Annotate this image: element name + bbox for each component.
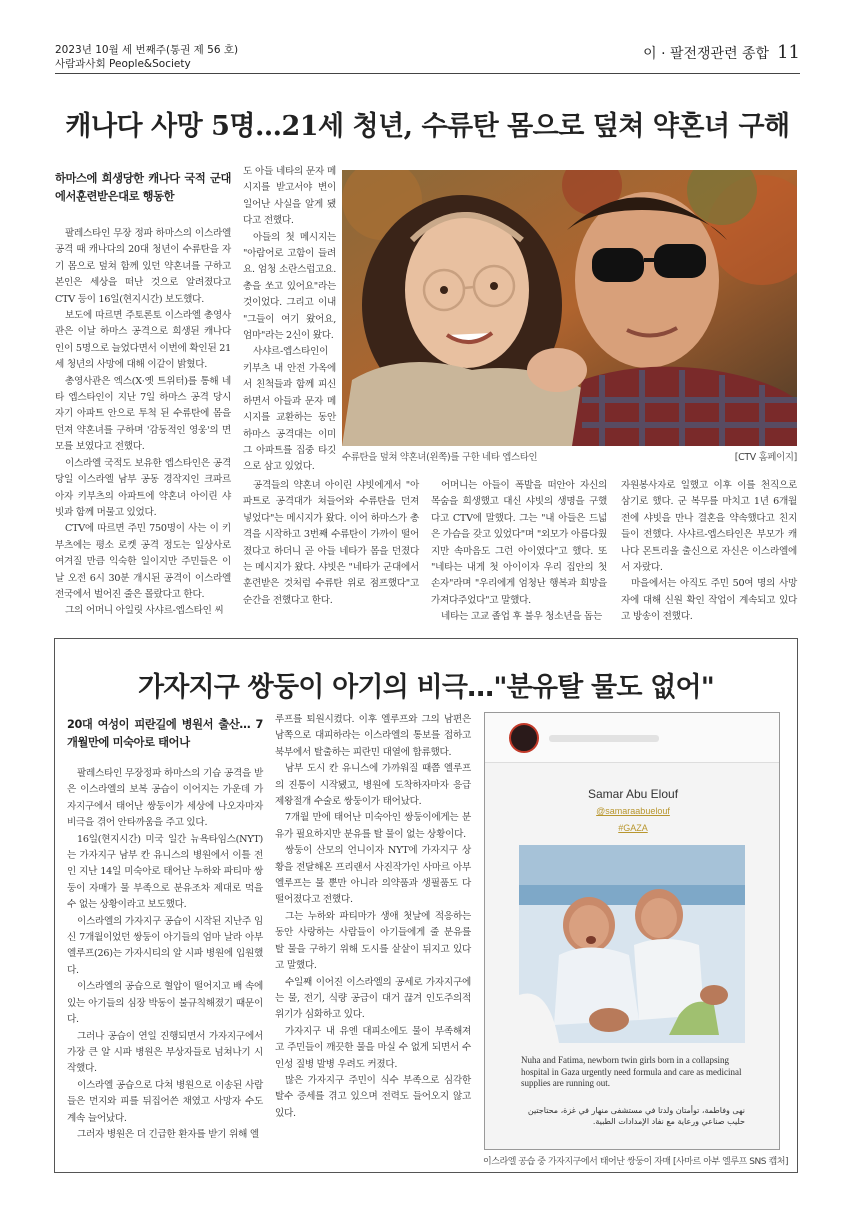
paragraph: 공격들의 약혼녀 아이린 샤빗에게서 "아파트로 공격대가 쳐들어와 수류탄을 던져 넣었다"는 메시지가 왔다. 이어 하마스가 총격을 시작하고 3번째 수류탄이 가까이 떨어졌다고 하더니 곧 아들 네타가 몸을 던졌다는 메시지가 왔다. 샤빗은 "네타가 군대에서 훈련받은 것처럼 수류탄 위로 점프했다"고 순간을 전했다고 한다. [243,480,419,606]
paragraph: 7개월 만에 태어난 미숙아인 쌍둥이에게는 분유가 필요하지만 분유를 탈 물이 없는 상황이다. [275,812,471,840]
paragraph: 이스라엘의 가자지구 공습이 시작된 지난주 임신 7개월이었던 쌍둥이 아기들의 엄마 날라 아부 엘루프(26)는 가자시티의 알 시파 병원에 입원했다. [67,915,263,976]
paragraph: 보도에 따르면 주토론토 이스라엘 총영사관은 이날 하마스 공격으로 희생된 캐나다인이 5명으로 늘었다면서 이번에 확인된 21세 청년의 사망에 대해 이같이 밝혔다. [55,310,231,371]
post-hashtag: #GAZA [618,823,648,833]
paragraph: 쌍둥이 산모의 언니이자 NYT에 가자지구 상황을 전달해온 프리랜서 사진작가인 사마르 아부 엘루프는 물 뿐만 아니라 의약품과 생필품도 다 떨어졌다고 전했다. [275,845,471,906]
couple-photo [342,170,797,446]
article2-subheading: 20대 여성이 피란길에 병원서 출산… 7개월만에 미숙아로 태어나 [67,718,263,749]
paragraph: 이스라엘의 공습으로 혈압이 떨어지고 배 속에 있는 아기들의 심장 박동이 불규칙해졌기 때문이다. [67,981,263,1026]
paragraph: 16일(현지시간) 미국 일간 뉴욕타임스(NYT)는 가자지구 남부 칸 유니스의 병원에서 이틀 전인 지난 14일 미숙아로 태어난 누하와 파티마 쌍둥이 자매가 물 부족으로 분유조차 제대로 먹을 수 없는 상황이라고 보도했다. [67,833,263,911]
article1-column-4 [621,478,797,626]
sns-post-screenshot [484,712,780,1150]
paragraph: 루프를 퇴원시켰다. 이후 엘루프와 그의 남편은 남쪽으로 대피하라는 이스라엘의 통보를 접하고 북부에서 탈출하는 피란민 대열에 합류했다. [275,714,471,758]
couple-photo-illustration [342,170,797,446]
photo1-caption [342,449,797,463]
page-header [55,40,800,74]
paragraph: 많은 가자지구 주민이 식수 부족으로 심각한 탈수 증세를 겪고 있으며 전력도 들어오지 않고 있다. [275,1074,471,1119]
paragraph: 도 아들 네타의 문자 메시지를 받고서야 변이 일어난 사실을 알게 됐다고 전했다. [243,166,336,227]
article2-column-2 [275,712,471,1122]
page-number: 11 [777,42,800,63]
post-author: Samar Abu Elouf [587,787,679,801]
paragraph: 남부 도시 칸 유니스에 가까워질 때쯤 엘루프의 진통이 시작됐고, 병원에 도착하자마자 응급 제왕절개 수술로 쌍둥이가 태어났다. [275,763,471,808]
avatar [509,723,539,753]
post-caption-arabic: نهى وفاطمة، توأمتان ولدتا في مستشفى منهار في غزة، محتاجتين حليب صناعي ورعاية مع نفاد الإمدادات الطبية. [527,1106,745,1126]
paragraph: CTV에 따르면 주민 750명이 사는 이 키부츠에는 평소 로켓 공격 정도는 일상사로 여겨질 만큼 익숙한 일이지만 주민들은 이날 오전 6시 30분 개시된 공격이 이스라엘 전국에서 벌어진 줄은 몰랐다고 한다. [55,523,231,600]
paragraph: 그의 어머니 아일릿 사샤르-엡스타인 씨 [65,605,224,617]
paragraph: 가자지구 내 유엔 대피소에도 물이 부족해져 고 주민들이 깨끗한 물을 마실 수 없게 되면서 수인성 질병 발병 우려도 커졌다. [275,1025,471,1070]
paragraph: 네타는 고교 졸업 후 불우 청소년을 돕는 [441,611,603,623]
article2-column-1 [67,716,263,1143]
paragraph: 어머니는 아들이 폭발을 떠안아 자신의 목숨을 희생했고 대신 샤빗의 생명을 구했다고 CTV에 말했다. 그는 "내 아들은 드넓은 가슴을 갖고 있었다"며 "외모가 아름다웠지만 속마음도 그런 아이였다"고 했다. 또 "네타는 내게 첫 아이이자 우리 집안의 첫 손자"라며 "우리에게 엄청난 행복과 희망을 가져다주었다"고 말했다. [431,480,607,606]
paragraph: 팔레스타인 무장정파 하마스의 기습 공격을 받은 이스라엘의 보복 공습이 이어지는 가운데 가자지구에서 태어난 쌍둥이가 세상에 나오자마자 비극을 겪어 안타까움을 주고 있다. [67,768,263,829]
paragraph: 수일째 이어진 이스라엘의 공세로 가자지구에는 물, 전기, 식량 공급이 대거 끊겨 인도주의적 위기가 심화하고 있다. [275,976,471,1021]
paragraph: 아들의 첫 메시지는 "아람어로 고함이 들려요. 엄청 소란스럽고요. 총을 쏘고 있어요"라는 것이었다. 그리고 이내 "그들이 여기 왔어요, 엄마"라는 2신이 왔다. [243,231,336,342]
paragraph: 자원봉사자로 일했고 이후 이를 천직으로 삼기로 했다. 군 복무를 마치고 1년 6개월 전에 샤빗을 만나 결혼을 약속했다고 친지들이 전했다. 사샤르-엡스타인은 부모가 캐나다 몬트리올 출신으로 자신은 이스라엘에서 자랐다. [621,480,797,574]
username-placeholder [549,735,659,742]
paragraph: 그러자 병원은 더 긴급한 환자를 받기 위해 엘 [77,1128,259,1140]
article1-column-2-bottom [243,478,419,609]
photo2-caption: 이스라엘 공습 중 가자지구에서 태어난 쌍둥이 자매 [사마르 아부 엘루프 SNS 캡처] [483,1157,789,1167]
article1-subheading: 하마스에 희생당한 캐나다 국적 군대에서훈련받은대로 행동한 [55,172,231,203]
section-title-text: 이 · 팔전쟁관련 종합 [643,46,770,62]
photo1-caption-text: 수류탄을 덮쳐 약혼녀(왼쪽)를 구한 네타 엡스타인 [342,452,538,463]
paragraph: 마을에서는 아직도 주민 50여 명의 사망자에 대해 신원 확인 작업이 계속되고 있다고 방송이 전했다. [621,578,797,623]
paragraph: 이스라엘 국적도 보유한 엡스타인은 공격 당일 이스라엘 남부 공동 경작지인 크파르 아자 키부츠의 아파트에 약혼녀 아이린 샤빗과 함께 머물고 있었다. [55,457,231,518]
article2-headline: 가자지구 쌍둥이 아기의 비극…"분유탈 물도 없어" [137,672,715,703]
paragraph: 이스라엘 공습으로 다쳐 병원으로 이송된 사람들은 먼지와 피를 뒤집어쓴 채였고 사망자 수도 계속 늘어났다. [67,1079,263,1124]
article1-column-1 [55,170,231,620]
section-title [643,42,800,63]
paragraph: 팔레스타인 무장 정파 하마스의 이스라엘 공격 때 캐나다의 20대 청년이 수류탄을 자기 몸으로 덮쳐 함께 있던 약혼녀를 구하고 본인은 세상을 떠난 것으로 알려졌다고 CTV 등이 16일(현지시간) 보도했다. [55,228,231,305]
twins-photo [519,845,745,1043]
paragraph: 사샤르-엡스타인이 키부츠 내 안전 가옥에서 친척들과 함께 피신하면서 아들과 문자 메시지를 교환하는 동안 하마스 공격대는 이미 그 아파트를 집중 타깃으로 삼고 있었다. [243,346,336,473]
photo1-credit: [CTV 홈페이지] [734,452,797,463]
post-handle: @samaraabuelouf [596,806,670,816]
section-name: 사람과사회 People&Society [55,58,191,70]
paragraph: 그는 누하와 파티마가 생애 첫날에 적응하는 동안 사랑하는 사람들이 아기들에게 줄 분유를 탈 물을 구하기 위해 도시를 샅샅이 뒤지고 있다고 말했다. [275,910,471,972]
article1-column-3 [431,478,607,626]
paragraph: 총영사관은 엑스(X·옛 트위터)를 통해 네타 엡스타인이 지난 7일 하마스 공격 당시 자기 아파트 안으로 투척 된 수류탄에 몸을 던져 약혼녀를 구하며 '감동적인 영웅'의 면모를 보였다고 전했다. [55,375,231,453]
issue-info: 2023년 10월 세 번째주(통권 제 56 호) [55,44,239,56]
twins-photo-illustration [519,845,745,1043]
article1-column-2-top [243,164,336,476]
sns-post-topbar [485,713,780,763]
paragraph: 그러나 공습이 연일 진행되면서 가자지구에서 가장 큰 알 시파 병원은 부상자들로 넘쳐나기 시작했다. [67,1030,263,1075]
post-caption-english: Nuha and Fatima, newborn twin girls born in a collapsing hospital in Gaza urgently need formula and care as medicinal supplies are running out. [521,1055,742,1088]
article1-headline: 캐나다 사망 5명…21세 청년, 수류탄 몸으로 덮쳐 약혼녀 구해 [65,111,790,142]
